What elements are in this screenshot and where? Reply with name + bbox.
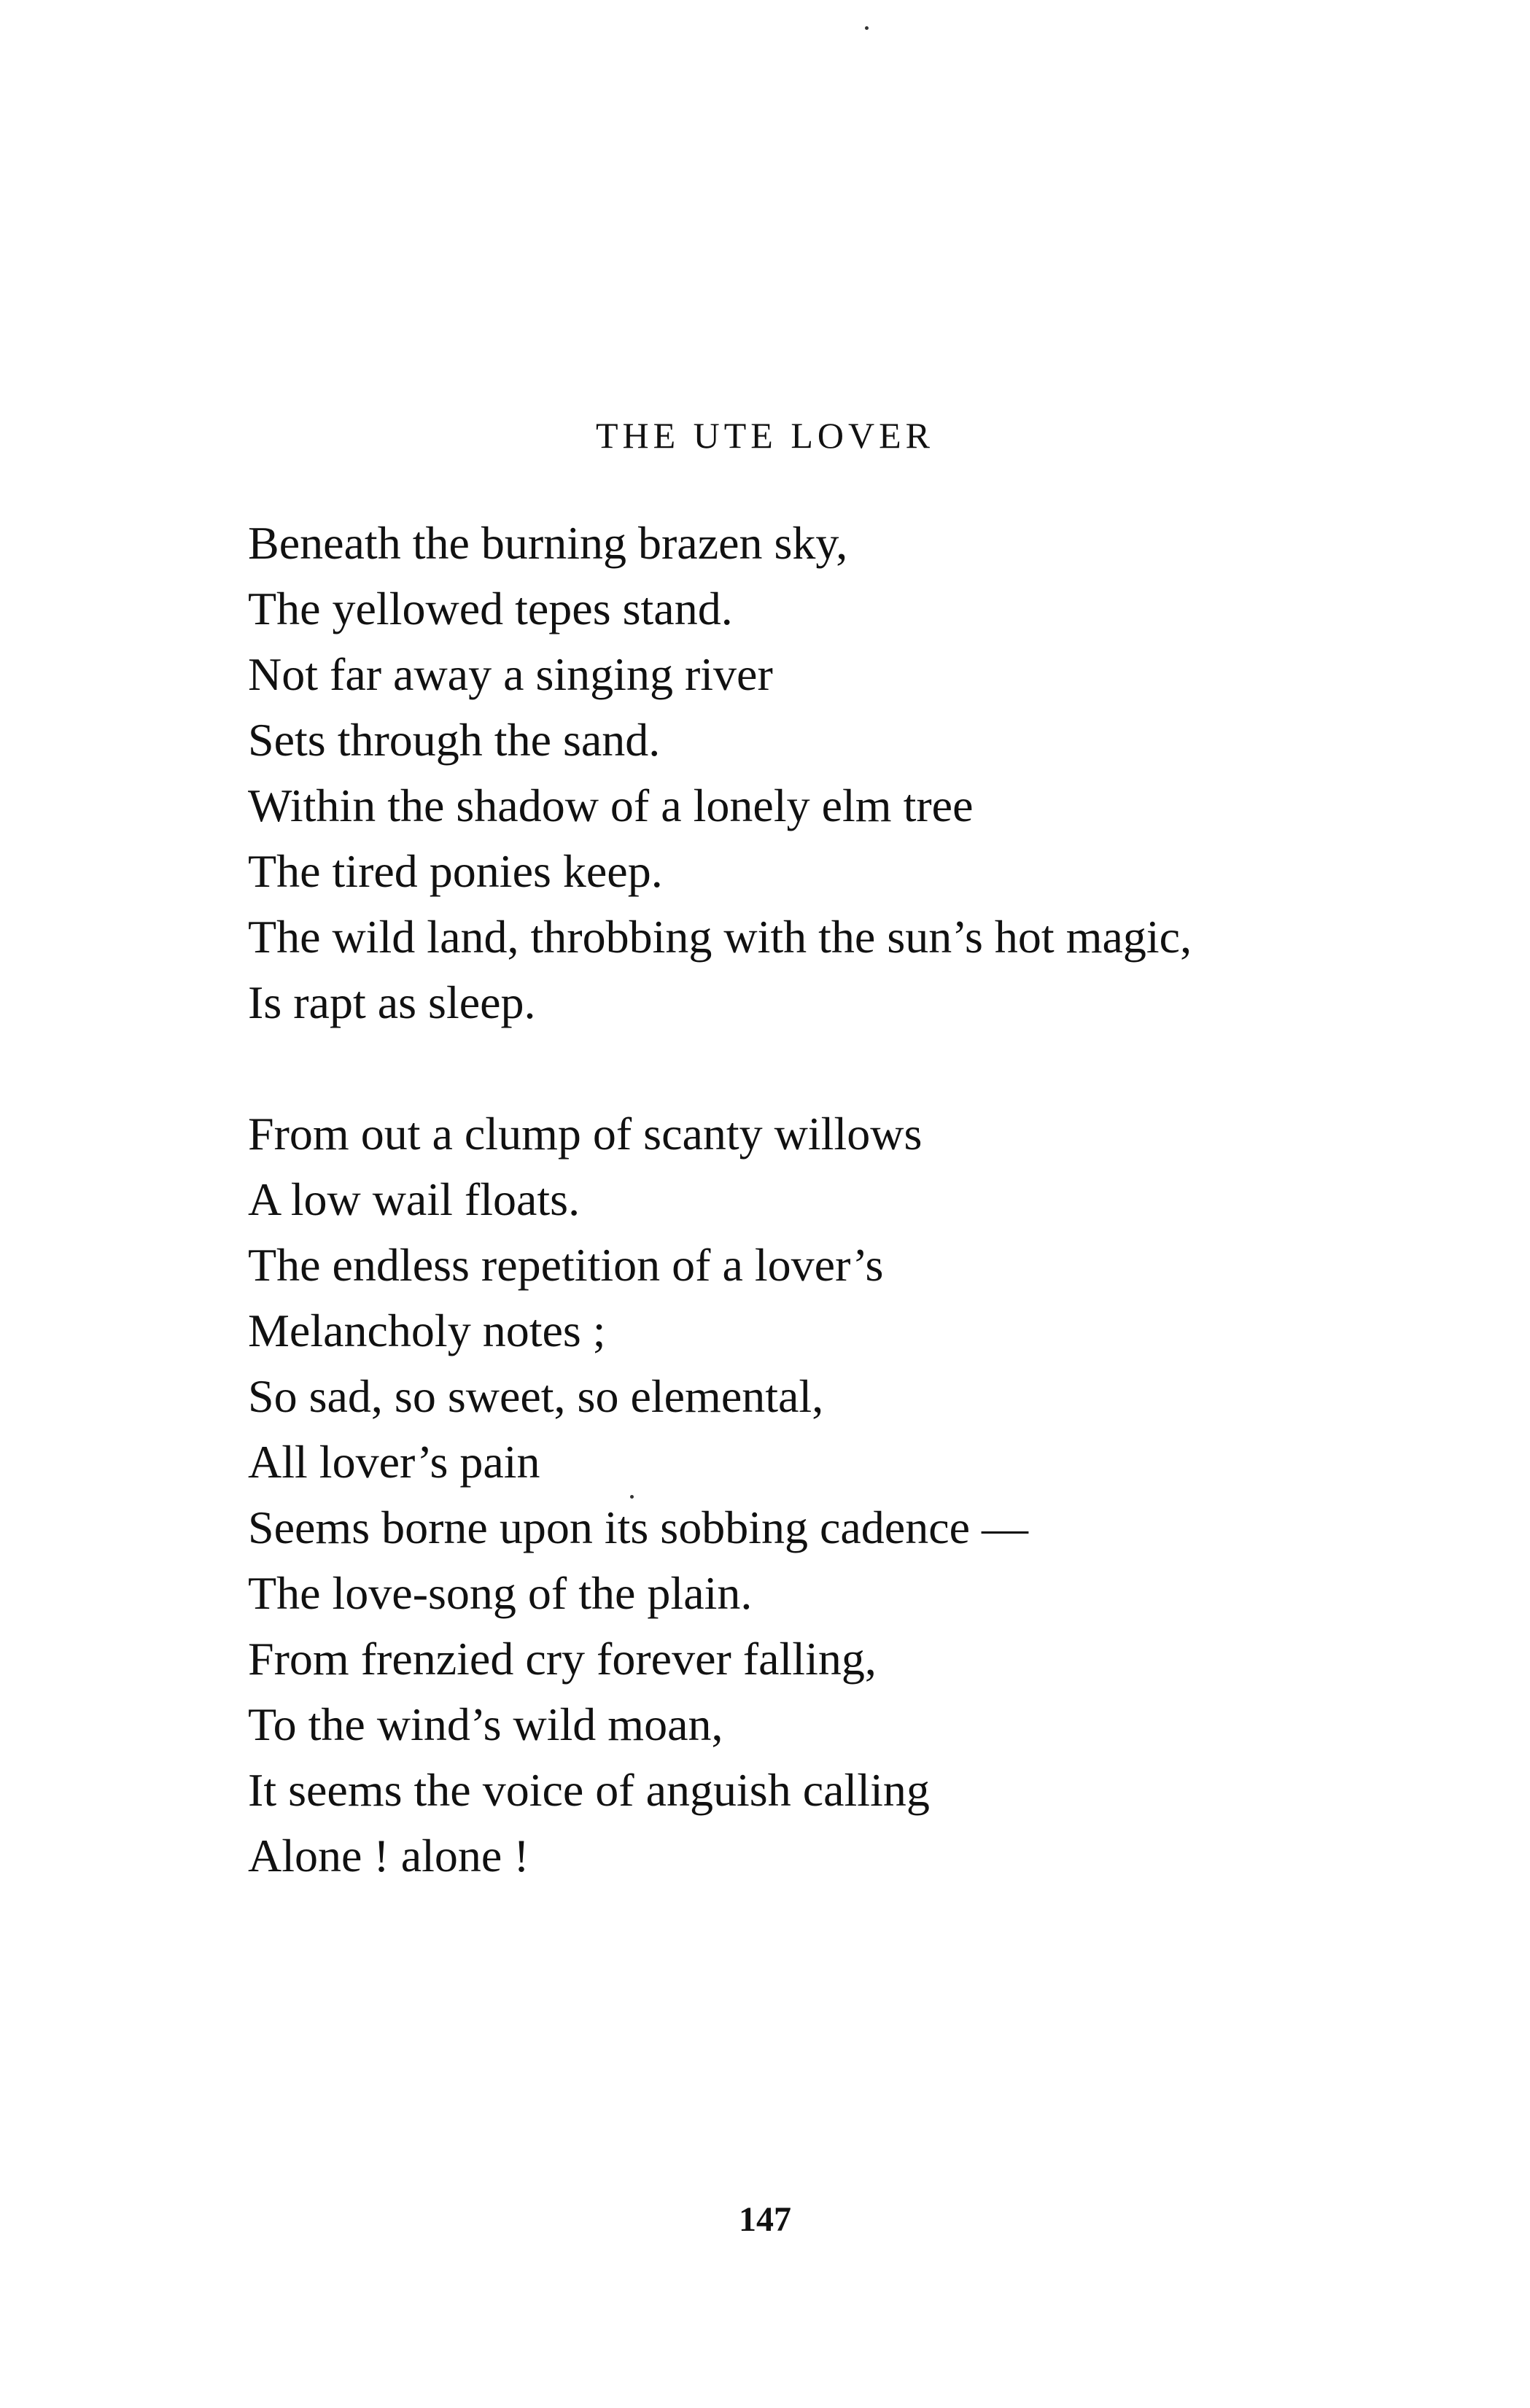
poem-line: Is rapt as sleep. [248,976,536,1028]
poem-line: To the wind’s wild moan, [248,1698,723,1750]
poem-title: THE UTE LOVER [595,415,935,456]
poem-line: The endless repetition of a lover’s [248,1239,884,1291]
poem-body [248,510,1488,1889]
poem-line: Not far away a singing river [248,648,773,700]
poem-line: The yellowed tepes stand. [248,583,733,634]
poem-line: A low wail floats. [248,1173,580,1225]
stanza-2 [248,1101,1488,1889]
poem-line: Seems borne upon its sobbing cadence — [248,1502,1028,1553]
poem-line: Beneath the burning brazen sky, [248,517,848,569]
poem-line: From frenzied cry forever falling, [248,1633,877,1685]
poem-line: The tired ponies keep. [248,845,663,897]
poem-line: Melancholy notes ; [248,1305,606,1356]
page-number: 147 [739,2200,791,2239]
stanza-1 [248,510,1488,1036]
print-speck [865,26,869,30]
poem-line: The love-song of the plain. [248,1567,753,1619]
poem-line: From out a clump of scanty willows [248,1108,923,1160]
poem-line: Within the shadow of a lonely elm tree [248,780,974,831]
poem-line: Alone ! alone ! [248,1830,529,1881]
poem-line: The wild land, throbbing with the sun’s hot magic, [248,911,1192,963]
poem-line: It seems the voice of anguish calling [248,1764,930,1816]
poem-line: So sad, so sweet, so elemental, [248,1370,824,1422]
poem-line: Sets through the sand. [248,714,661,766]
poem-line: All lover’s pain [248,1436,540,1488]
